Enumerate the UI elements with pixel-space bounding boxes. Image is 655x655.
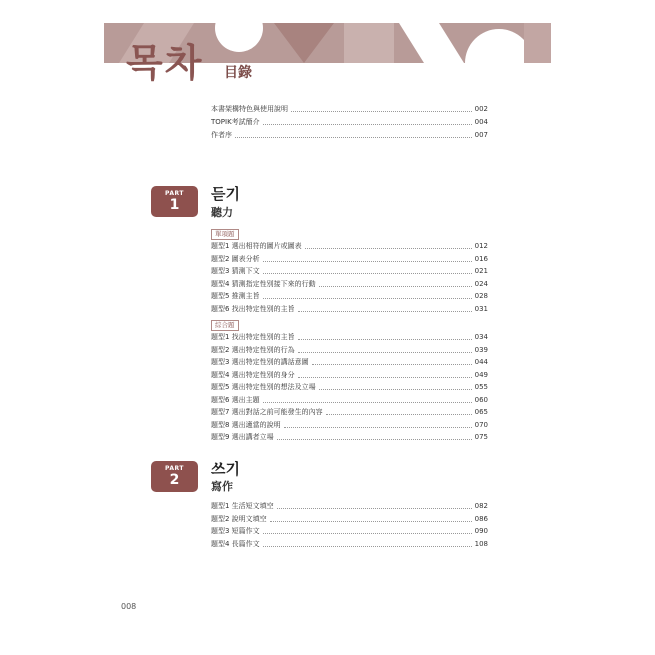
- part-2-title-korean: 쓰기: [211, 460, 240, 478]
- leader-dots: [291, 111, 472, 112]
- toc-entry-page: 082: [474, 502, 488, 510]
- leader-dots: [263, 533, 472, 534]
- leader-dots: [284, 427, 472, 428]
- toc-entry-page: 090: [474, 527, 488, 535]
- toc-entry-label: 題型3 短篇作文: [211, 527, 260, 535]
- part-label: PART: [165, 190, 184, 197]
- toc-entry[interactable]: [211, 130, 488, 140]
- part-1-title-chinese: 聽力: [211, 206, 233, 219]
- toc-entry-label: 作者序: [211, 131, 232, 139]
- leader-dots: [263, 124, 472, 125]
- toc-entry[interactable]: [211, 501, 488, 511]
- toc-entry-label: 題型1 找出特定性別的主旨: [211, 333, 295, 341]
- toc-entry[interactable]: [211, 539, 488, 549]
- toc-entry-label: 題型6 選出主題: [211, 396, 260, 404]
- toc-entry-label: 題型8 選出適當的說明: [211, 421, 281, 429]
- toc-entry[interactable]: [211, 370, 488, 380]
- section-tag: 綜合題: [211, 320, 239, 331]
- toc-entry[interactable]: [211, 382, 488, 392]
- leader-dots: [305, 248, 472, 249]
- toc-entry-label: 題型4 猜測指定性別接下來的行動: [211, 280, 316, 288]
- toc-entry-page: 044: [474, 358, 488, 366]
- toc-entry-page: 021: [474, 267, 488, 275]
- leader-dots: [319, 389, 472, 390]
- toc-entry[interactable]: [211, 345, 488, 355]
- leader-dots: [298, 311, 472, 312]
- toc-entry-label: 題型5 推測主旨: [211, 292, 260, 300]
- toc-entry-page: 028: [474, 292, 488, 300]
- toc-entry[interactable]: [211, 117, 488, 127]
- leader-dots: [298, 352, 472, 353]
- toc-entry-label: 題型1 生活短文填空: [211, 502, 274, 510]
- toc-entry-label: TOPIK考試簡介: [211, 118, 260, 126]
- leader-dots: [263, 298, 472, 299]
- toc-entry[interactable]: [211, 332, 488, 342]
- leader-dots: [312, 364, 472, 365]
- toc-entry-page: 016: [474, 255, 488, 263]
- toc-entry-page: 031: [474, 305, 488, 313]
- leader-dots: [319, 286, 472, 287]
- toc-entry-page: 039: [474, 346, 488, 354]
- toc-entry[interactable]: [211, 104, 488, 114]
- leader-dots: [235, 137, 472, 138]
- toc-entry[interactable]: [211, 407, 488, 417]
- toc-entry-page: 002: [474, 105, 488, 113]
- toc-entry-page: 049: [474, 371, 488, 379]
- toc-entry-label: 題型3 猜測下文: [211, 267, 260, 275]
- part-number: 1: [169, 197, 180, 213]
- toc-entry-page: 060: [474, 396, 488, 404]
- toc-entry[interactable]: [211, 266, 488, 276]
- toc-entry-label: 題型3 選出特定性別的講話意圖: [211, 358, 309, 366]
- toc-entry[interactable]: [211, 432, 488, 442]
- leader-dots: [326, 414, 472, 415]
- toc-entry[interactable]: [211, 514, 488, 524]
- leader-dots: [298, 339, 472, 340]
- toc-entry-label: 題型2 說明文填空: [211, 515, 267, 523]
- leader-dots: [270, 521, 472, 522]
- toc-entry-label: 題型9 選出講者立場: [211, 433, 274, 441]
- toc-entry-label: 題型4 長篇作文: [211, 540, 260, 548]
- toc-entry-page: 024: [474, 280, 488, 288]
- toc-entry-label: 題型5 選出特定性別的想法及立場: [211, 383, 316, 391]
- toc-entry-label: 題型2 圖表分析: [211, 255, 260, 263]
- part-2-badge: [151, 461, 198, 492]
- toc-entry-page: 070: [474, 421, 488, 429]
- toc-entry-label: 題型6 找出特定性別的主旨: [211, 305, 295, 313]
- toc-entry-label: 本書架構特色與使用說明: [211, 105, 288, 113]
- toc-entry-page: 012: [474, 242, 488, 250]
- toc-entry-page: 004: [474, 118, 488, 126]
- leader-dots: [263, 273, 472, 274]
- toc-entry-page: 065: [474, 408, 488, 416]
- page-number: 008: [121, 602, 137, 611]
- toc-entry-label: 題型2 選出特定性別的行為: [211, 346, 295, 354]
- toc-entry[interactable]: [211, 279, 488, 289]
- toc-entry[interactable]: [211, 304, 488, 314]
- page-title-chinese: 目錄: [224, 65, 252, 81]
- toc-entry[interactable]: [211, 420, 488, 430]
- toc-entry[interactable]: [211, 291, 488, 301]
- part-label: PART: [165, 465, 184, 472]
- toc-entry-page: 086: [474, 515, 488, 523]
- leader-dots: [263, 402, 472, 403]
- leader-dots: [277, 439, 472, 440]
- toc-entry[interactable]: [211, 395, 488, 405]
- toc-entry[interactable]: [211, 526, 488, 536]
- leader-dots: [263, 261, 472, 262]
- leader-dots: [263, 546, 472, 547]
- toc-entry[interactable]: [211, 254, 488, 264]
- toc-entry-label: 題型1 選出相符的圖片或圖表: [211, 242, 302, 250]
- toc-entry-page: 108: [474, 540, 488, 548]
- toc-entry[interactable]: [211, 241, 488, 251]
- part-1-badge: [151, 186, 198, 217]
- part-1-title-korean: 듣기: [211, 185, 240, 203]
- section-tag: 單項題: [211, 229, 239, 240]
- page-title-korean: 목차: [126, 41, 204, 85]
- leader-dots: [298, 377, 472, 378]
- toc-entry-page: 034: [474, 333, 488, 341]
- toc-entry-page: 007: [474, 131, 488, 139]
- part-number: 2: [169, 472, 180, 488]
- part-2-title-chinese: 寫作: [211, 480, 233, 493]
- toc-entry-page: 075: [474, 433, 488, 441]
- toc-entry-page: 055: [474, 383, 488, 391]
- toc-entry-label: 題型7 選出對話之前可能發生的內容: [211, 408, 323, 416]
- toc-entry[interactable]: [211, 357, 488, 367]
- toc-entry-label: 題型4 選出特定性別的身分: [211, 371, 295, 379]
- leader-dots: [277, 508, 472, 509]
